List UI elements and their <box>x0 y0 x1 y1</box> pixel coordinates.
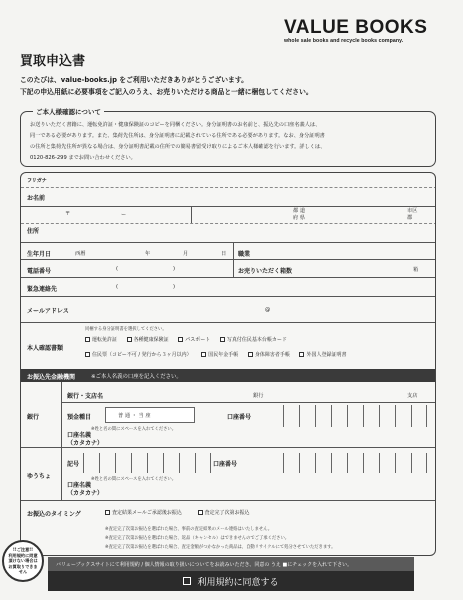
phone-paren-close: ) <box>173 266 176 272</box>
branch-suffix: 支店 <box>407 393 418 399</box>
consent-note: バリューブックスサイトにて利用規約 / 個人情報の取り扱いについてをお読みいただき、同意の うえ ■にチェックを入れて下さい。 <box>48 557 414 571</box>
id-option[interactable]: 各種健康保険証 <box>127 337 169 343</box>
space-note: ※姓と名の間にスペースを入れてください。 <box>91 427 177 432</box>
birthdate-label: 生年月日 <box>27 251 52 258</box>
account-number-cells[interactable] <box>283 405 427 427</box>
year-label: 年 <box>145 251 151 257</box>
page-title: 買取申込書 <box>20 54 86 69</box>
phone-paren-open: ( <box>116 266 119 272</box>
warning-badge-text: !!ご注意!! 利用規約に同意 頂けない場合は お買取りできま せん <box>8 547 38 575</box>
notice-line: の住所と集荷先住所が異なる場合は、身分証明書記載の住所での簡易書留受け取りによるご本人様確認を行います。詳しくは、 <box>30 144 326 150</box>
application-form <box>20 172 436 556</box>
timing-note: ※査定完了次第お振込を選ばれた場合、事前の査定結果のメール連絡はいたしません。 <box>105 527 273 532</box>
identity-notice-text <box>30 120 430 164</box>
bank-bar-note: ※ご本人名義の口座を記入ください。 <box>91 374 182 380</box>
furigana-label: フリガナ <box>27 178 47 184</box>
checkbox-icon[interactable] <box>183 577 191 585</box>
postal-dash: ー <box>121 212 127 218</box>
id-option[interactable]: 外国人登録証明書 <box>299 352 346 358</box>
address-label: 住所 <box>27 228 40 235</box>
notice-line: お送りいただく書籍に、運転免許証・健康保険証のコピーを同梱ください。身分証明書のお名前と、振込先の口座名義人は、 <box>30 122 321 128</box>
checkbox[interactable] <box>105 510 110 515</box>
intro-line-1: このたびは、value-books.jp をご利用いただきありがとうございます。 <box>20 76 248 84</box>
timing-options <box>105 509 260 516</box>
month-label: 月 <box>183 251 189 257</box>
warning-badge <box>2 540 44 582</box>
bank-section-bar <box>21 369 436 382</box>
checkbox[interactable] <box>299 352 304 357</box>
id-options-row-2 <box>85 351 347 358</box>
postal-mark: 〒 <box>65 211 71 217</box>
logo-tagline: whole sale books and recycle books company. <box>284 38 404 44</box>
yucho-space-note: ※姓と名の間にスペースを入れてください。 <box>91 477 177 482</box>
logo-text: VALUE BOOKS <box>284 17 428 38</box>
box-count-label: お売りいただく箱数 <box>238 268 293 275</box>
timing-option[interactable]: 査定結果メールご承認後お振込 <box>105 510 182 516</box>
checkbox[interactable] <box>198 510 203 515</box>
notice-line: 同一である必要があります。また、集荷先住所は、身分証明書に記載されている住所である必要があります。なお、身分証明書 <box>30 133 325 139</box>
agree-terms-label: 利用規約に同意する <box>197 577 279 588</box>
id-documents-label: 本人確認書類 <box>27 345 64 352</box>
bank-branch-label: 銀行・支店名 <box>67 393 104 400</box>
city-label: 市区 郡 <box>407 208 418 221</box>
emergency-contact-label: 緊急連絡先 <box>27 286 58 293</box>
email-label: メールアドレス <box>27 308 69 315</box>
timing-option[interactable]: 査定完了次第お振込 <box>198 510 250 516</box>
address-field[interactable] <box>81 225 431 240</box>
id-options-row-1 <box>85 336 287 343</box>
identity-notice-title: ご本人様確認について <box>33 107 104 116</box>
checkbox[interactable] <box>248 352 253 357</box>
checkbox[interactable] <box>127 337 132 342</box>
emergency-paren-open: ( <box>116 284 119 290</box>
yucho-account-holder-label: 口座名義 （カタカナ） <box>67 482 104 497</box>
name-field[interactable] <box>81 190 431 204</box>
checkbox[interactable] <box>85 337 90 342</box>
notice-line: 0120-826-299 までお問い合わせください。 <box>30 155 136 161</box>
era-label: 西暦 <box>75 251 86 257</box>
id-option[interactable]: 住民票（コピー不可 / 発行から３ヶ月以内） <box>85 352 192 358</box>
agree-terms-button[interactable] <box>48 571 414 591</box>
logo <box>284 18 434 44</box>
furigana-field[interactable] <box>81 175 431 186</box>
bank-label: 銀行 <box>27 414 40 421</box>
timing-note: ※査定完了次第お振込を選ばれた場合、返品（キャンセル）はできませんのでご了承ください。 <box>105 536 290 541</box>
yucho-label: ゆうちょ <box>27 473 52 480</box>
symbol-label: 記号 <box>67 461 80 468</box>
deposit-type-select[interactable]: 普 通 ・ 当 座 <box>105 407 195 423</box>
checkbox[interactable] <box>201 352 206 357</box>
timing-label: お振込のタイミング <box>27 511 81 518</box>
bank-bar-title: お振込先金融機関 <box>27 374 76 381</box>
checkbox[interactable] <box>85 352 90 357</box>
name-label: お名前 <box>27 195 46 202</box>
id-option[interactable]: 身体障害者手帳 <box>248 352 290 358</box>
id-note: 同梱する身分証明書を選択してください。 <box>85 327 167 332</box>
account-number-label: 口座番号 <box>227 414 252 421</box>
day-label: 日 <box>221 251 227 257</box>
intro-line-2: 下記の申込用紙に必要事項をご記入のうえ、お売りいただける商品と一緒に梱包してください。 <box>20 88 313 96</box>
at-mark: @ <box>265 307 271 313</box>
deposit-type-label: 預金種目 <box>67 414 92 421</box>
id-option[interactable]: パスポート <box>178 337 210 343</box>
emergency-paren-close: ) <box>173 284 176 290</box>
checkbox[interactable] <box>178 337 183 342</box>
id-option[interactable]: 写真付住民基本台帳カード <box>220 337 287 343</box>
id-option[interactable]: 国民年金手帳 <box>201 352 238 358</box>
symbol-cells[interactable] <box>83 453 211 473</box>
identity-notice-box <box>20 108 436 167</box>
yucho-account-number-cells[interactable] <box>283 453 427 473</box>
box-unit: 箱 <box>413 267 419 273</box>
occupation-label: 職業 <box>238 251 251 258</box>
prefecture-label: 都 道 府 県 <box>293 208 306 221</box>
bank-suffix: 銀行 <box>253 393 264 399</box>
checkbox[interactable] <box>220 337 225 342</box>
id-option[interactable]: 運転免許証 <box>85 337 117 343</box>
account-holder-field[interactable] <box>115 433 431 445</box>
phone-label: 電話番号 <box>27 268 52 275</box>
yucho-account-number-label: 口座番号 <box>213 461 238 468</box>
account-holder-label: 口座名義 （カタカナ） <box>67 432 104 447</box>
timing-note: ※査定完了次第お振込を選ばれた場合、査定金額がつかなかった商品は、自動リサイクルにて処分させていただきます。 <box>105 545 336 550</box>
